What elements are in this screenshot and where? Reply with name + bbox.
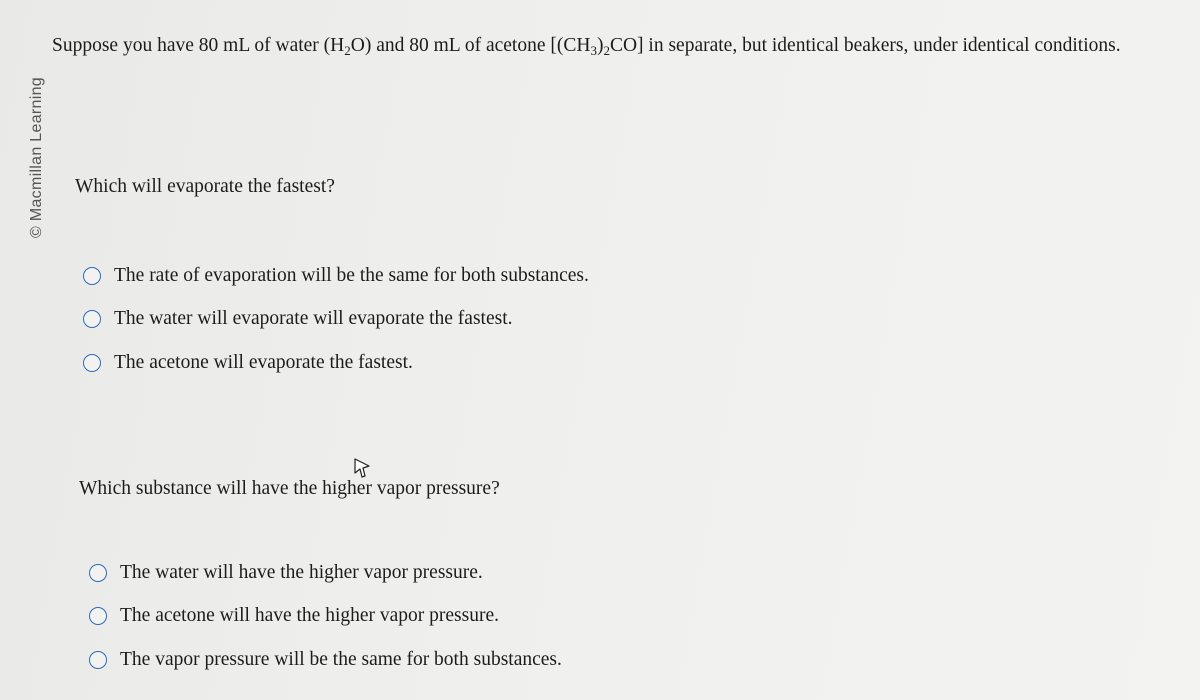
option-label: The acetone will evaporate the fastest.: [114, 351, 413, 373]
question-1-text: Which will evaporate the fastest?: [75, 176, 335, 197]
radio-button-icon[interactable]: [89, 651, 107, 669]
radio-button-icon[interactable]: [83, 354, 101, 372]
prompt-text-2: O) and 80 mL of acetone [(CH: [350, 35, 591, 56]
copyright-credit: © Macmillan Learning: [28, 77, 45, 238]
radio-button-icon[interactable]: [89, 607, 107, 625]
option-label: The water will have the higher vapor pressure.: [120, 561, 483, 583]
option-label: The acetone will have the higher vapor pressure.: [120, 605, 500, 627]
answer-option[interactable]: [89, 638, 562, 682]
question-2-options: [89, 551, 562, 682]
option-label: The water will evaporate will evaporate the fastest.: [114, 308, 513, 330]
radio-button-icon[interactable]: [83, 267, 101, 285]
mouse-pointer-icon: [352, 457, 372, 479]
prompt-subscript-1: 2: [344, 43, 351, 58]
question-1-options: [83, 254, 589, 385]
prompt-text-4: CO] in separate, but identical beakers, under identical conditions.: [609, 35, 1121, 56]
question-2-text: Which substance will have the higher vapor pressure?: [79, 478, 500, 499]
prompt-subscript-2: 3: [590, 43, 597, 58]
option-label: The rate of evaporation will be the same for both substances.: [114, 264, 589, 286]
answer-option[interactable]: [89, 595, 562, 639]
prompt-subscript-3: 2: [603, 43, 610, 58]
prompt-text-1: Suppose you have 80 mL of water (H: [52, 35, 345, 56]
prompt-text-3: ): [596, 35, 604, 56]
answer-option[interactable]: [89, 551, 562, 595]
radio-button-icon[interactable]: [89, 564, 107, 582]
radio-button-icon[interactable]: [83, 310, 101, 328]
answer-option[interactable]: [83, 254, 589, 298]
question-prompt: [52, 30, 1177, 61]
answer-option[interactable]: [83, 341, 589, 385]
answer-option[interactable]: [83, 298, 589, 342]
option-label: The vapor pressure will be the same for both substances.: [120, 648, 562, 670]
